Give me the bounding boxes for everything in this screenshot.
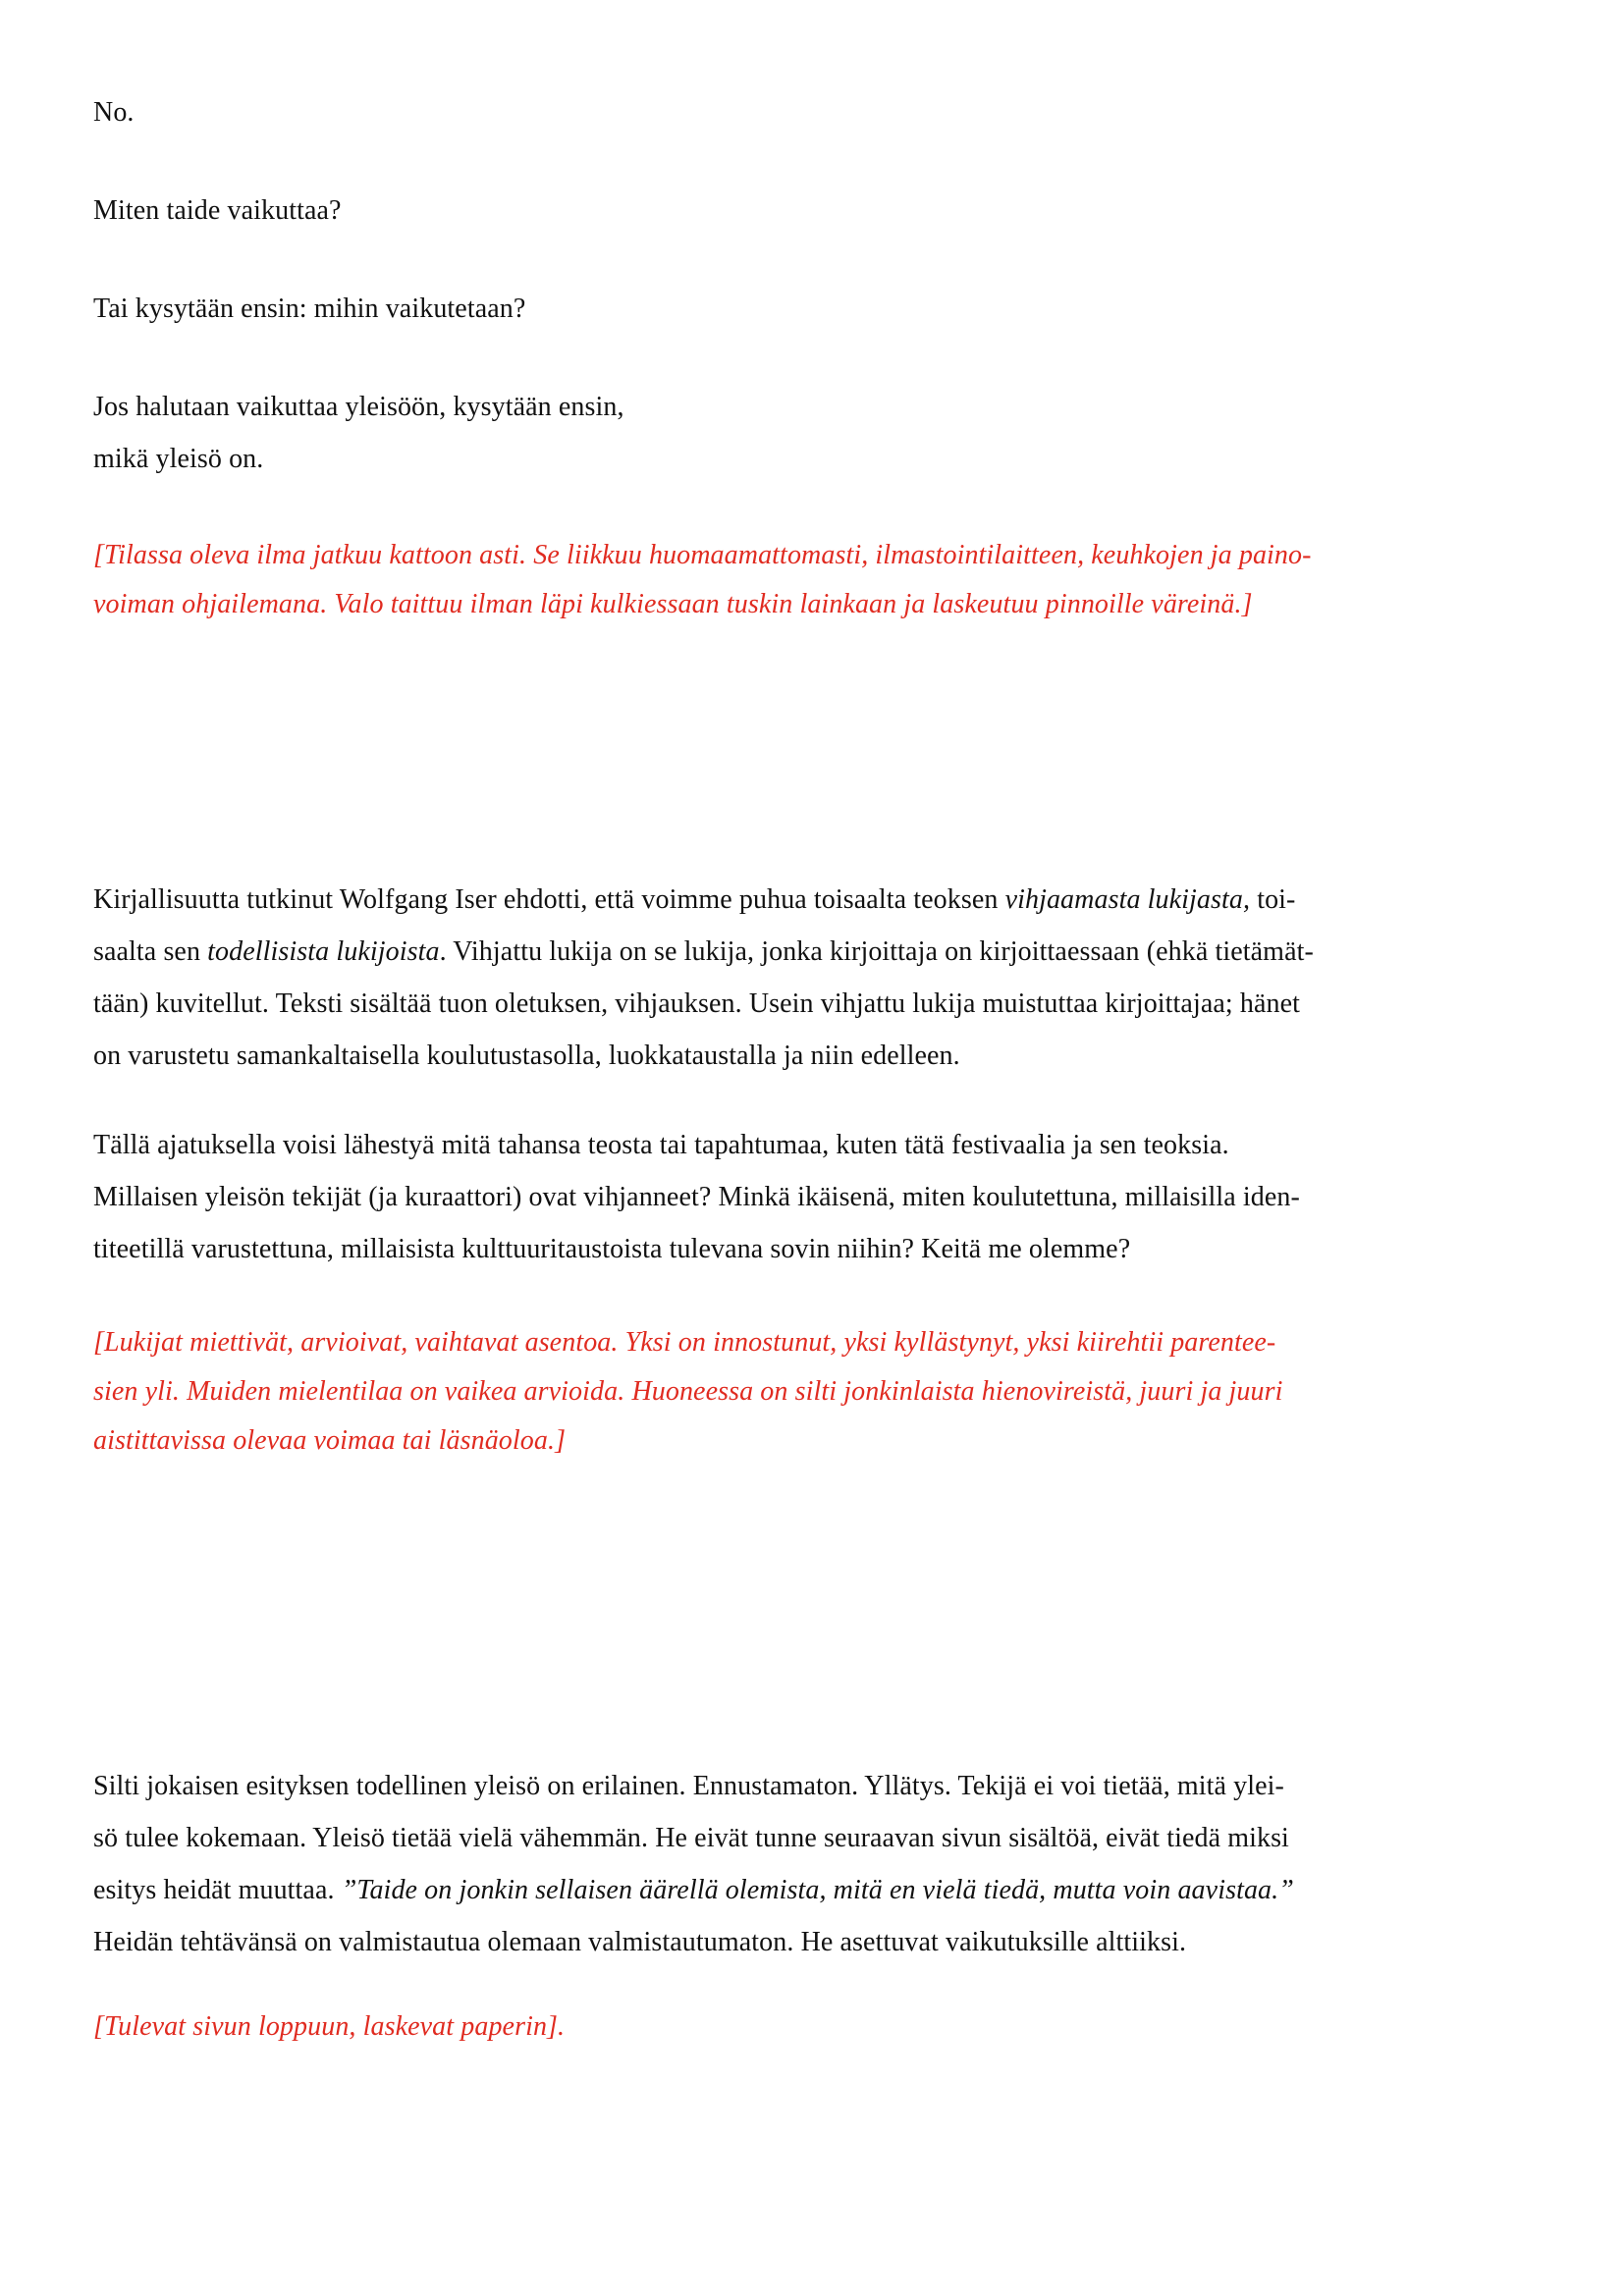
text-segment: saalta sen	[93, 936, 208, 967]
italic-text-segment: todellisista lukijoista	[207, 936, 440, 967]
text-line	[93, 1416, 1283, 1466]
italic-text-segment: ”Taide on jonkin sellaisen äärellä olemista, mitä en vielä tiedä, mutta voin aavistaa.”	[341, 1875, 1294, 1905]
text-line	[93, 433, 624, 485]
italic-text-segment: [Tulevat sivun loppuun, laskevat paperin].	[93, 2011, 566, 2042]
text-segment: esitys heidät muuttaa.	[93, 1875, 342, 1905]
text-line	[93, 1864, 1294, 1916]
text-segment: Jos halutaan vaikuttaa yleisöön, kysytään ensin,	[93, 392, 624, 422]
text-segment: Heidän tehtävänsä on valmistautua olemaan valmistautumaton. He asettuvat vaikutuksille alttiiksi.	[93, 1927, 1187, 1957]
italic-text-segment: [Tilassa oleva ilma jatkuu kattoon asti. Se liikkuu huomaamattomasti, ilmastointilaitteen, keuhkojen ja paino-	[93, 540, 1312, 570]
text-line	[93, 1812, 1294, 1864]
text-line	[93, 86, 135, 138]
text-line	[93, 531, 1312, 580]
text-line	[93, 1030, 1314, 1082]
paragraph-festival	[93, 1119, 1300, 1275]
text-line	[93, 1318, 1283, 1367]
stage-direction-2	[93, 1318, 1283, 1466]
text-segment: Kirjallisuutta tutkinut Wolfgang Iser ehdotti, että voimme puhua toisaalta teoksen	[93, 884, 1005, 915]
text-segment: Tai kysytään ensin: mihin vaikutetaan?	[93, 294, 526, 324]
text-line	[93, 185, 342, 237]
text-segment: titeetillä varustettuna, millaisista kulttuuritaustoista tulevana sovin niihin? Keitä me olemme?	[93, 1234, 1131, 1264]
italic-text-segment: sien yli. Muiden mielentilaa on vaikea arvioida. Huoneessa on silti jonkinlaista hienovireistä, juuri ja juuri	[93, 1376, 1283, 1407]
text-line	[93, 580, 1312, 629]
paragraph-question-2	[93, 283, 525, 335]
text-line	[93, 1367, 1283, 1416]
text-line	[93, 381, 624, 433]
text-segment: Silti jokaisen esityksen todellinen yleisö on erilainen. Ennustamaton. Yllätys. Tekijä ei voi tietää, mitä ylei-	[93, 1771, 1284, 1801]
text-segment: Millaisen yleisön tekijät (ja kuraattori) ovat vihjanneet? Minkä ikäisenä, miten koulutettuna, millaisilla iden-	[93, 1182, 1300, 1212]
text-line	[93, 283, 525, 335]
paragraph-audience	[93, 1760, 1294, 1968]
text-segment: Miten taide vaikuttaa?	[93, 195, 342, 226]
paragraph-question-1	[93, 185, 342, 237]
text-line	[93, 926, 1314, 978]
italic-text-segment: vihjaamasta lukijasta,	[1004, 884, 1251, 915]
text-segment: on varustetu samankaltaisella koulutustasolla, luokkataustalla ja niin edelleen.	[93, 1041, 960, 1071]
text-line	[93, 1760, 1294, 1812]
text-line	[93, 1171, 1300, 1223]
text-line	[93, 1916, 1294, 1968]
stage-direction-3	[93, 2002, 565, 2052]
text-segment: toi-	[1250, 884, 1296, 915]
italic-text-segment: aistittavissa olevaa voimaa tai läsnäoloa.]	[93, 1425, 567, 1456]
paragraph-no	[93, 86, 135, 138]
text-segment: tään) kuvitellut. Teksti sisältää tuon oletuksen, vihjauksen. Usein vihjattu lukija muistuttaa kirjoittajaa; hänet	[93, 988, 1301, 1019]
text-segment: No.	[93, 97, 135, 128]
paragraph-question-3	[93, 381, 624, 485]
text-line	[93, 978, 1314, 1030]
paragraph-iser	[93, 874, 1314, 1082]
text-line	[93, 2002, 565, 2052]
text-segment: . Vihjattu lukija on se lukija, jonka kirjoittaja on kirjoittaessaan (ehkä tietämät-	[439, 936, 1314, 967]
text-segment: sö tulee kokemaan. Yleisö tietää vielä vähemmän. He eivät tunne seuraavan sivun sisältöä, eivät tiedä miksi	[93, 1823, 1289, 1853]
italic-text-segment: voiman ohjailemana. Valo taittuu ilman läpi kulkiessaan tuskin lainkaan ja laskeutuu pinnoille väreinä.]	[93, 589, 1253, 619]
text-segment: Tällä ajatuksella voisi lähestyä mitä tahansa teosta tai tapahtumaa, kuten tätä festivaalia ja sen teoksia.	[93, 1130, 1229, 1160]
italic-text-segment: [Lukijat miettivät, arvioivat, vaihtavat asentoa. Yksi on innostunut, yksi kyllästynyt, yksi kiirehtii parentee-	[93, 1327, 1276, 1358]
text-line	[93, 874, 1314, 926]
stage-direction-1	[93, 531, 1312, 629]
text-segment: mikä yleisö on.	[93, 444, 264, 474]
text-line	[93, 1223, 1300, 1275]
text-line	[93, 1119, 1300, 1171]
